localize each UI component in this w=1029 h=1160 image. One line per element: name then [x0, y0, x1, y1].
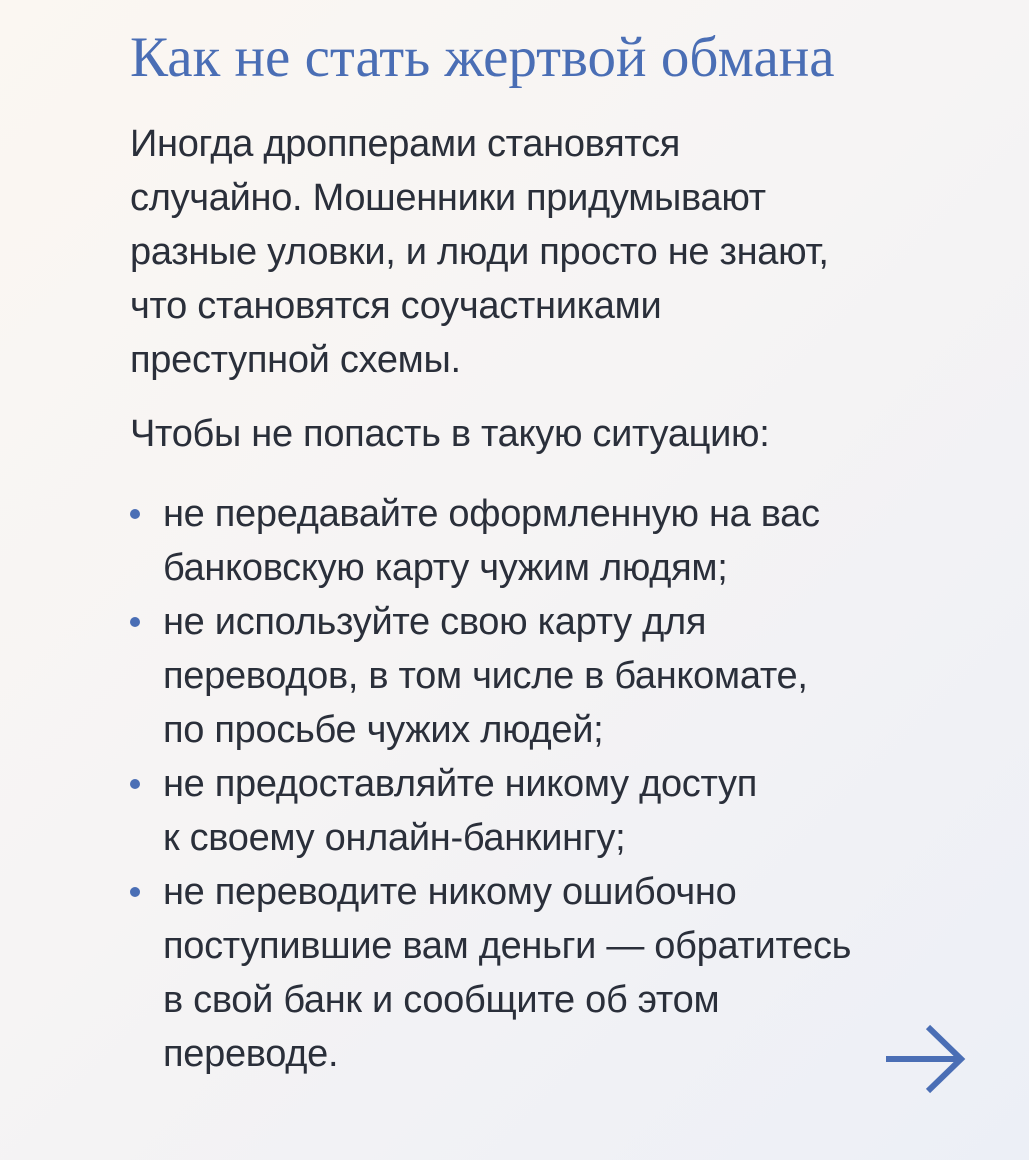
lead-text: Чтобы не попасть в такую ситуацию:	[130, 413, 770, 455]
intro-line: преступной схемы.	[130, 339, 461, 381]
tips-list	[130, 487, 990, 1081]
list-item-line: не передавайте оформленную на вас	[163, 493, 820, 535]
list-item-line: не используйте свою карту для	[163, 601, 707, 643]
list-item-line: к своему онлайн-банкингу;	[163, 817, 626, 859]
intro-line: случайно. Мошенники придумывают	[130, 177, 766, 219]
intro-line: что становятся соучастниками	[130, 285, 662, 327]
next-slide-button[interactable]	[884, 1023, 966, 1095]
list-item-line: в свой банк и сообщите об этом	[163, 979, 720, 1021]
page-title: Как не стать жертвой обмана	[130, 26, 835, 89]
bullet-dot-icon	[130, 509, 140, 519]
intro-line: Иногда дропперами становятся	[130, 123, 681, 165]
bullet-dot-icon	[130, 779, 140, 789]
intro-line: разные уловки, и люди просто не знают,	[130, 231, 829, 273]
list-item-line: поступившие вам деньги — обратитесь	[163, 925, 852, 967]
list-item-line: не переводите никому ошибочно	[163, 871, 737, 913]
list-item-line: переводов, в том числе в банкомате,	[163, 655, 808, 697]
list-item	[130, 595, 990, 757]
list-item	[130, 487, 990, 595]
list-item-line: по просьбе чужих людей;	[163, 709, 604, 751]
intro-paragraph	[130, 117, 990, 387]
list-item	[130, 865, 990, 1081]
list-item-line: переводе.	[163, 1033, 339, 1075]
bullet-dot-icon	[130, 617, 140, 627]
list-item-line: не предоставляйте никому доступ	[163, 763, 757, 805]
list-item	[130, 757, 990, 865]
list-item-line: банковскую карту чужим людям;	[163, 547, 728, 589]
bullet-dot-icon	[130, 887, 140, 897]
arrow-right-icon	[884, 1023, 966, 1095]
